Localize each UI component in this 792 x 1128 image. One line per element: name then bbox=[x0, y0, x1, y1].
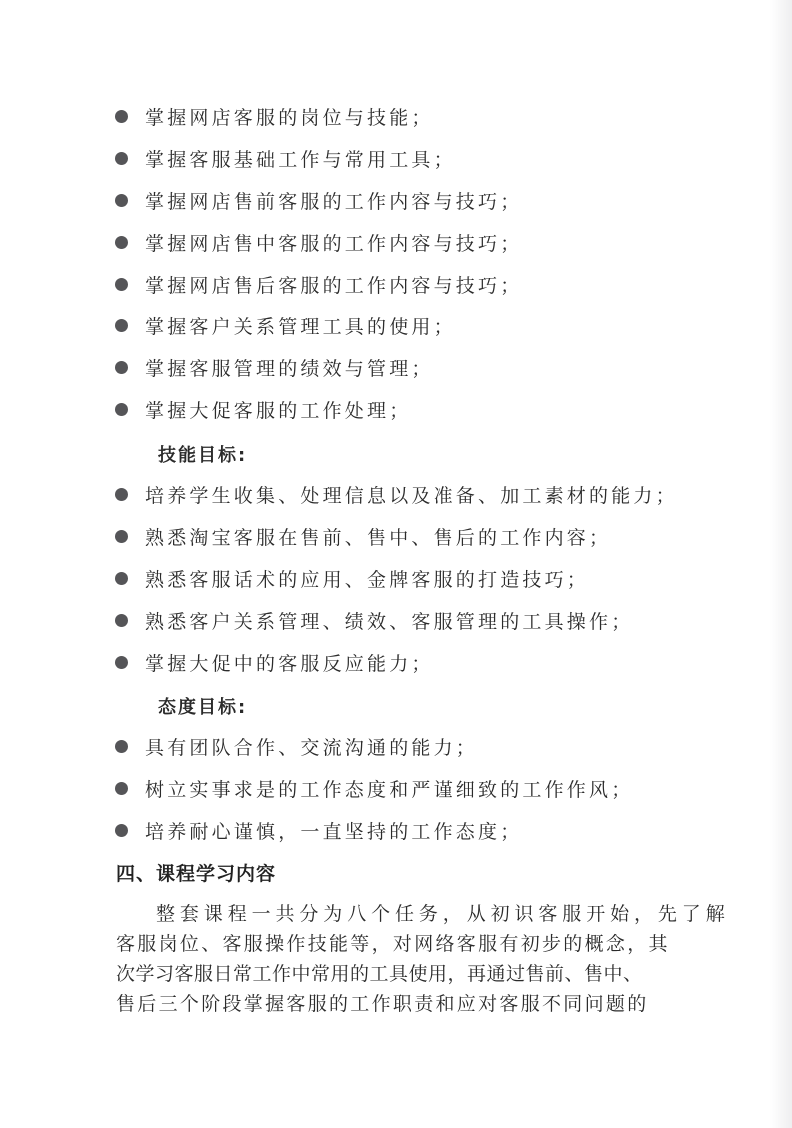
paragraph-line: 整套课程一共分为八个任务，从初识客服开始，先了解 bbox=[156, 903, 730, 925]
list-item bbox=[115, 599, 678, 641]
bullet-icon bbox=[115, 236, 128, 249]
list-item-text: 掌握网店客服的岗位与技能； bbox=[145, 107, 434, 130]
paragraph-line: 售后三个阶段掌握客服的工作职责和应对客服不同问题的 bbox=[116, 993, 649, 1015]
attitude-objectives-list bbox=[115, 726, 633, 851]
list-item-text: 掌握网店售前客服的工作内容与技巧； bbox=[145, 190, 523, 213]
skill-objectives-list bbox=[115, 474, 678, 683]
paragraph-line: 次学习客服日常工作中常用的工具使用，再通过售前、售中、 bbox=[116, 963, 643, 985]
bullet-icon bbox=[115, 614, 128, 627]
list-item bbox=[115, 138, 522, 180]
list-item-text: 树立实事求是的工作态度和严谨细致的工作作风； bbox=[145, 779, 634, 802]
list-item-text: 掌握网店售中客服的工作内容与技巧； bbox=[145, 232, 523, 255]
list-item-text: 掌握客服管理的绩效与管理； bbox=[145, 358, 434, 381]
bullet-icon bbox=[115, 656, 128, 669]
list-item-text: 掌握大促中的客服反应能力； bbox=[145, 652, 434, 675]
list-item bbox=[115, 516, 678, 558]
bullet-icon bbox=[115, 152, 128, 165]
list-item bbox=[115, 558, 678, 600]
list-item-text: 培养学生收集、处理信息以及准备、加工素材的能力； bbox=[145, 485, 678, 508]
list-item-text: 培养耐心谨慎，一直坚持的工作态度； bbox=[145, 820, 523, 843]
bullet-icon bbox=[115, 361, 128, 374]
list-item bbox=[115, 768, 633, 810]
list-item bbox=[115, 347, 522, 389]
list-item-text: 熟悉客户关系管理、绩效、客服管理的工具操作； bbox=[145, 610, 634, 633]
list-item bbox=[115, 96, 522, 138]
bullet-icon bbox=[115, 194, 128, 207]
list-item-text: 熟悉淘宝客服在售前、售中、售后的工作内容； bbox=[145, 527, 612, 550]
list-item bbox=[115, 474, 678, 516]
list-item-text: 具有团队合作、交流沟通的能力； bbox=[145, 737, 479, 760]
bullet-icon bbox=[115, 782, 128, 795]
bullet-icon bbox=[115, 403, 128, 416]
bullet-icon bbox=[115, 530, 128, 543]
list-item bbox=[115, 641, 678, 683]
list-item bbox=[115, 180, 522, 222]
list-item bbox=[115, 263, 522, 305]
knowledge-objectives-list bbox=[115, 96, 522, 430]
list-item-text: 熟悉客服话术的应用、金牌客服的打造技巧； bbox=[145, 568, 590, 591]
page-edge-shadow bbox=[770, 0, 792, 1128]
bullet-icon bbox=[115, 740, 128, 753]
list-item-text: 掌握客服基础工作与常用工具； bbox=[145, 149, 456, 172]
bullet-icon bbox=[115, 488, 128, 501]
paragraph-line: 客服岗位、客服操作技能等，对网络客服有初步的概念，其 bbox=[116, 933, 670, 955]
list-item-text: 掌握客户关系管理工具的使用； bbox=[145, 316, 456, 339]
bullet-icon bbox=[115, 572, 128, 585]
list-item bbox=[115, 810, 633, 852]
attitude-objectives-heading: 态度目标: bbox=[158, 697, 248, 718]
bullet-icon bbox=[115, 110, 128, 123]
list-item bbox=[115, 221, 522, 263]
list-item bbox=[115, 305, 522, 347]
list-item bbox=[115, 726, 633, 768]
list-item-text: 掌握大促客服的工作处理； bbox=[145, 399, 412, 422]
section-heading: 四、课程学习内容 bbox=[116, 863, 277, 885]
bullet-icon bbox=[115, 319, 128, 332]
bullet-icon bbox=[115, 278, 128, 291]
list-item bbox=[115, 389, 522, 431]
bullet-icon bbox=[115, 824, 128, 837]
skill-objectives-heading: 技能目标: bbox=[158, 445, 248, 466]
list-item-text: 掌握网店售后客服的工作内容与技巧； bbox=[145, 274, 523, 297]
